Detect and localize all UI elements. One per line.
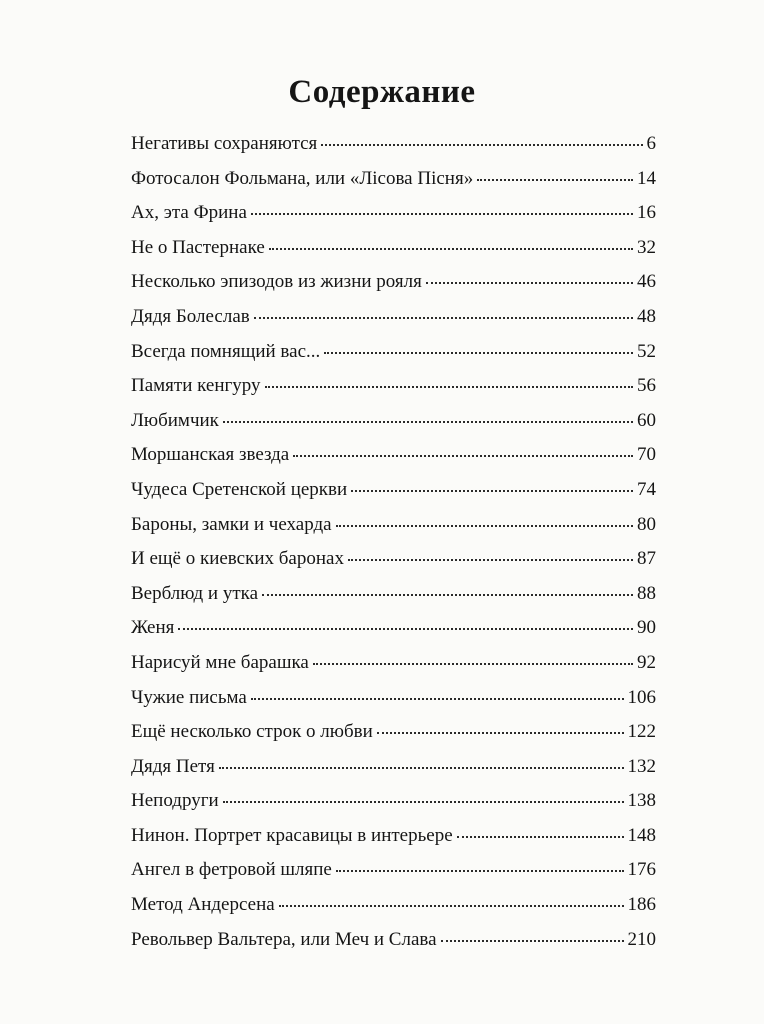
toc-entry-title: Нинон. Портрет красавицы в интерьере [131, 824, 453, 846]
toc-entry [131, 514, 656, 549]
toc-entry-page-number: 16 [637, 202, 656, 224]
toc-entry-title: Чужие письма [131, 686, 247, 708]
toc-entry [131, 375, 656, 410]
toc-entry-title: Ещё несколько строк о любви [131, 721, 373, 743]
toc-dot-leader [279, 905, 624, 907]
toc-entry-title: Ангел в фетровой шляпе [131, 859, 332, 881]
toc-entry-title: Негативы сохраняются [131, 133, 318, 154]
toc-dot-leader [324, 352, 633, 354]
toc-entry-page-number: 138 [627, 790, 656, 812]
toc-entry-title: И ещё о киевских баронах [131, 548, 344, 570]
toc-entry-title: Дядя Петя [131, 755, 215, 777]
toc-dot-leader [178, 628, 633, 630]
toc-dot-leader [251, 213, 633, 215]
toc-dot-leader [426, 282, 633, 284]
toc-entry-page-number: 60 [637, 409, 656, 431]
toc-dot-leader [293, 455, 633, 457]
toc-entry-title: Метод Андерсена [131, 894, 275, 916]
toc-entry [131, 652, 656, 687]
toc-entry [131, 721, 656, 756]
toc-entry-title: Всегда помнящий вас... [131, 340, 321, 362]
toc-entry-page-number: 56 [637, 375, 656, 397]
toc-dot-leader [351, 490, 633, 492]
toc-dot-leader [377, 732, 624, 734]
toc-entry-title: Женя [131, 617, 175, 639]
toc-dot-leader [336, 870, 624, 872]
toc-entry-title: Верблюд и утка [131, 582, 259, 604]
toc-entry-page-number: 132 [627, 755, 656, 777]
toc-dot-leader [219, 767, 624, 769]
toc-dot-leader [348, 559, 633, 561]
toc-entry [131, 894, 656, 929]
page-title: Содержание [288, 74, 476, 111]
toc-entry [131, 479, 656, 514]
toc-dot-leader [441, 940, 624, 942]
toc-entry-title: Любимчик [131, 409, 219, 431]
toc-dot-leader [223, 801, 624, 803]
toc-dot-leader [265, 386, 633, 388]
toc-entry-page-number: 74 [637, 478, 656, 500]
toc-entry [131, 825, 656, 860]
toc-dot-leader [223, 421, 633, 423]
toc-dot-leader [254, 317, 633, 319]
toc-entry-page-number: 148 [627, 824, 656, 846]
toc-entry-page-number: 210 [627, 928, 656, 950]
toc-entry-page-number: 176 [627, 859, 656, 881]
toc-entry [131, 756, 656, 791]
toc-entry-title: Моршанская звезда [131, 444, 290, 466]
toc-entry-page-number: 14 [637, 167, 656, 189]
toc-entry [131, 202, 656, 237]
toc-dot-leader [251, 698, 624, 700]
toc-entry-title: Револьвер Вальтера, или Меч и Слава [131, 928, 437, 950]
toc-entry [131, 617, 656, 652]
toc-entry-page-number: 87 [637, 548, 656, 570]
toc-dot-leader [269, 248, 633, 250]
toc-entry-page-number: 106 [627, 686, 656, 708]
toc-entry-page-number: 70 [637, 444, 656, 466]
toc-entry-page-number: 48 [637, 305, 656, 327]
toc-entry [131, 444, 656, 479]
toc-entry-page-number: 92 [637, 651, 656, 673]
toc-entry-title: Бароны, замки и чехарда [131, 513, 332, 535]
toc-entry-title: Нарисуй мне барашка [131, 651, 309, 673]
toc-dot-leader [477, 179, 633, 181]
toc-entry-page-number: 88 [637, 582, 656, 604]
toc-entry [131, 306, 656, 341]
toc-entry [131, 548, 656, 583]
toc-entry [131, 790, 656, 825]
toc-entry [131, 929, 656, 964]
toc-entry-title: Памяти кенгуру [131, 375, 261, 397]
toc-entry [131, 168, 656, 203]
toc-dot-leader [313, 663, 633, 665]
toc-entry [131, 133, 656, 168]
toc-entry-title: Неподруги [131, 790, 219, 812]
toc-entry-page-number: 90 [637, 617, 656, 639]
toc-entry-page-number: 52 [637, 340, 656, 362]
toc-entry-page-number: 186 [627, 894, 656, 916]
toc-entry [131, 859, 656, 894]
toc-entry-page-number: 46 [637, 271, 656, 293]
toc-entry [131, 583, 656, 618]
toc-entry [131, 237, 656, 272]
toc-dot-leader [262, 594, 633, 596]
toc-entry [131, 271, 656, 306]
toc-dot-leader [457, 836, 624, 838]
toc-entry [131, 341, 656, 376]
toc-entry [131, 410, 656, 445]
toc-entry-page-number: 80 [637, 513, 656, 535]
toc-entry [131, 687, 656, 722]
toc-entry-title: Несколько эпизодов из жизни рояля [131, 271, 422, 293]
toc-dot-leader [321, 144, 642, 146]
toc-entry-page-number: 122 [627, 721, 656, 743]
toc-entry-title: Дядя Болеслав [131, 305, 250, 327]
toc-entry-title: Чудеса Сретенской церкви [131, 478, 348, 500]
toc-dot-leader [336, 525, 633, 527]
toc-entry-title: Фотосалон Фольмана, или «Лісова Пісня» [131, 167, 474, 189]
toc-entry-page-number: 6 [646, 133, 656, 154]
table-of-contents [131, 133, 656, 963]
toc-entry-page-number: 32 [637, 236, 656, 258]
toc-entry-title: Не о Пастернаке [131, 236, 265, 258]
toc-entry-title: Ах, эта Фрина [131, 202, 247, 224]
